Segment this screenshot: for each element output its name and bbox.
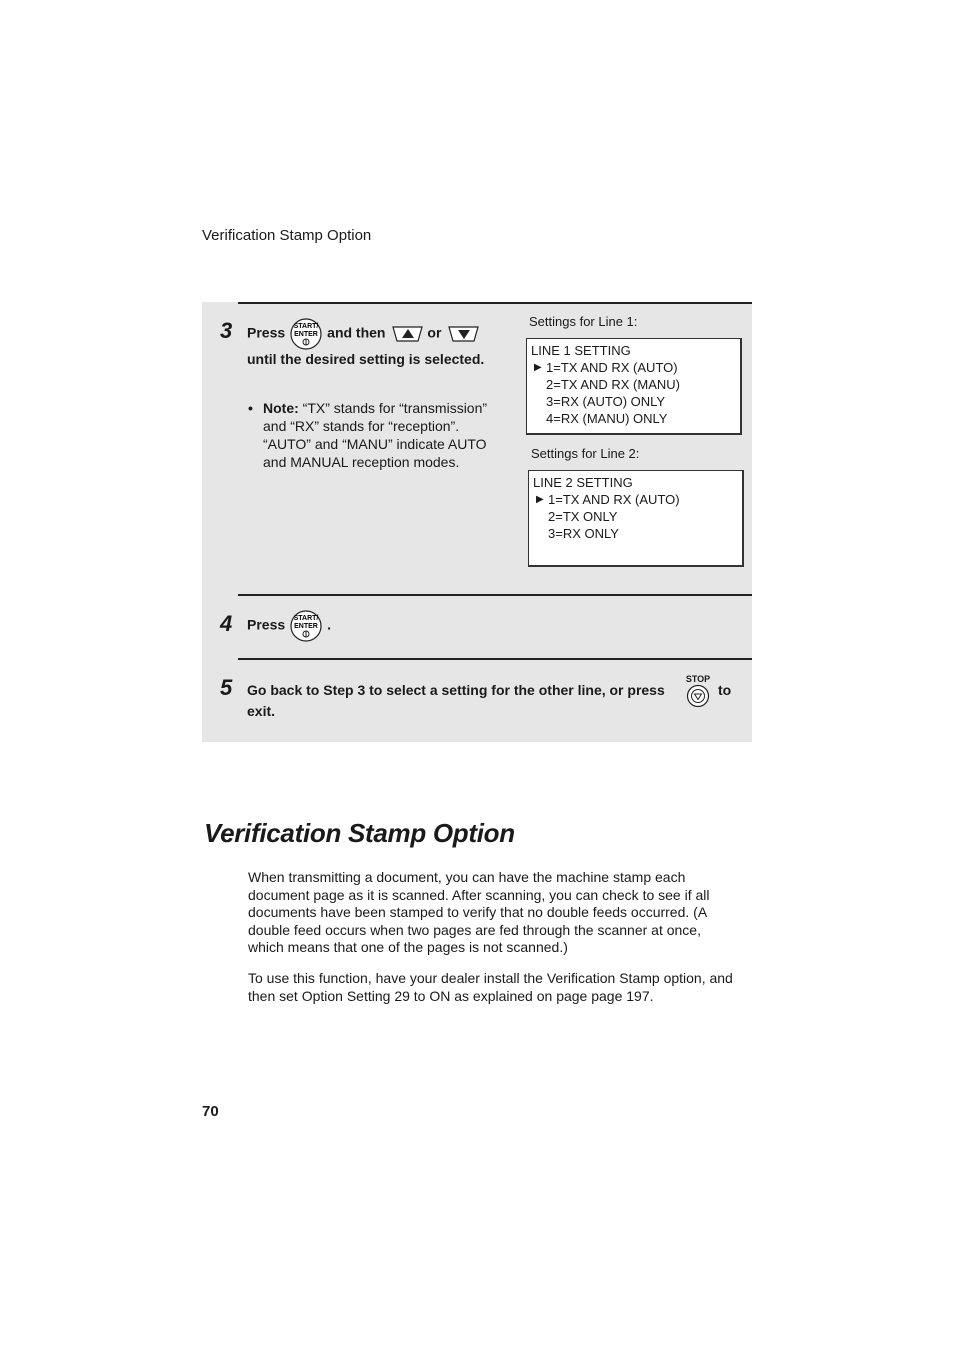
- start-key-bottom-label: ENTER: [294, 623, 319, 630]
- line2-option: ▶ 1=TX AND RX (AUTO): [536, 492, 680, 507]
- selection-pointer-icon: ▶: [534, 362, 542, 373]
- line1-option: 2=TX AND RX (MANU): [546, 377, 680, 392]
- note-text: “TX” stands for “transmission” and “RX” stands for “reception”. “AUTO” and “MANU” indicate AUTO and MANUAL reception modes.: [263, 400, 488, 470]
- step3-rule: [238, 302, 752, 304]
- page-number: 70: [202, 1103, 219, 1120]
- line2-display-header: LINE 2 SETTING: [533, 475, 633, 490]
- note-bullet: •: [248, 400, 253, 416]
- down-arrow-key-icon: [448, 325, 480, 343]
- start-enter-key-icon: [288, 610, 324, 642]
- step3-and-then: and then: [327, 324, 386, 341]
- step4-rule: [238, 594, 752, 596]
- line1-display-header: LINE 1 SETTING: [531, 343, 631, 358]
- stop-key-label: STOP: [685, 674, 711, 684]
- stop-key-icon: [683, 674, 713, 708]
- step4-number: 4: [220, 611, 233, 636]
- line1-display: [526, 338, 742, 435]
- line2-option: 2=TX ONLY: [548, 509, 618, 524]
- line2-caption: Settings for Line 2:: [531, 446, 640, 461]
- section-paragraph-1: When transmitting a document, you can have the machine stamp each document page as it is scanned. After scanning, you can check to see if all documents have been stamped to verify that no double feeds occurred. (A double feed occurs when two pages are fed through the scanner at once, which means that one of the pages is not scanned.): [248, 869, 710, 955]
- line1-option: 4=RX (MANU) ONLY: [546, 411, 668, 426]
- selection-pointer-icon: ▶: [536, 494, 544, 505]
- step3-instruction: [247, 318, 517, 350]
- step5-rule: [238, 658, 752, 660]
- up-arrow-key-icon: [392, 325, 424, 343]
- line1-option: 3=RX (AUTO) ONLY: [546, 394, 666, 409]
- step5-number: 5: [220, 675, 233, 700]
- section-paragraph-2: To use this function, have your dealer install the Verification Stamp option, and then set Option Setting 29 to ON as explained on page page 197.: [248, 970, 733, 1004]
- step4-press: Press: [247, 616, 286, 633]
- step3-number: 3: [220, 318, 233, 343]
- step3-press: Press: [247, 324, 286, 341]
- step4-period: .: [327, 616, 332, 633]
- start-key-top-label: START/: [293, 615, 319, 622]
- step3-line2: until the desired setting is selected.: [247, 351, 485, 367]
- step3-note: [248, 399, 508, 471]
- step4-instruction: [247, 610, 331, 642]
- start-key-bottom-label: ENTER: [294, 331, 319, 338]
- step5-exit: exit.: [247, 703, 276, 719]
- start-key-top-label: START/: [293, 323, 319, 330]
- section-title: Verification Stamp Option: [204, 818, 515, 848]
- line1-option: ▶ 1=TX AND RX (AUTO): [534, 360, 678, 375]
- line1-caption: Settings for Line 1:: [529, 314, 638, 329]
- step5-text: Go back to Step 3 to select a setting for the other line, or press: [247, 682, 665, 698]
- running-header: Verification Stamp Option: [202, 227, 372, 244]
- step5-to: to: [718, 682, 732, 698]
- start-enter-key-icon: [288, 318, 324, 350]
- step3-or: or: [427, 324, 442, 341]
- line2-option: 3=RX ONLY: [548, 526, 619, 541]
- line2-display: [528, 470, 744, 567]
- note-label: Note:: [263, 400, 299, 416]
